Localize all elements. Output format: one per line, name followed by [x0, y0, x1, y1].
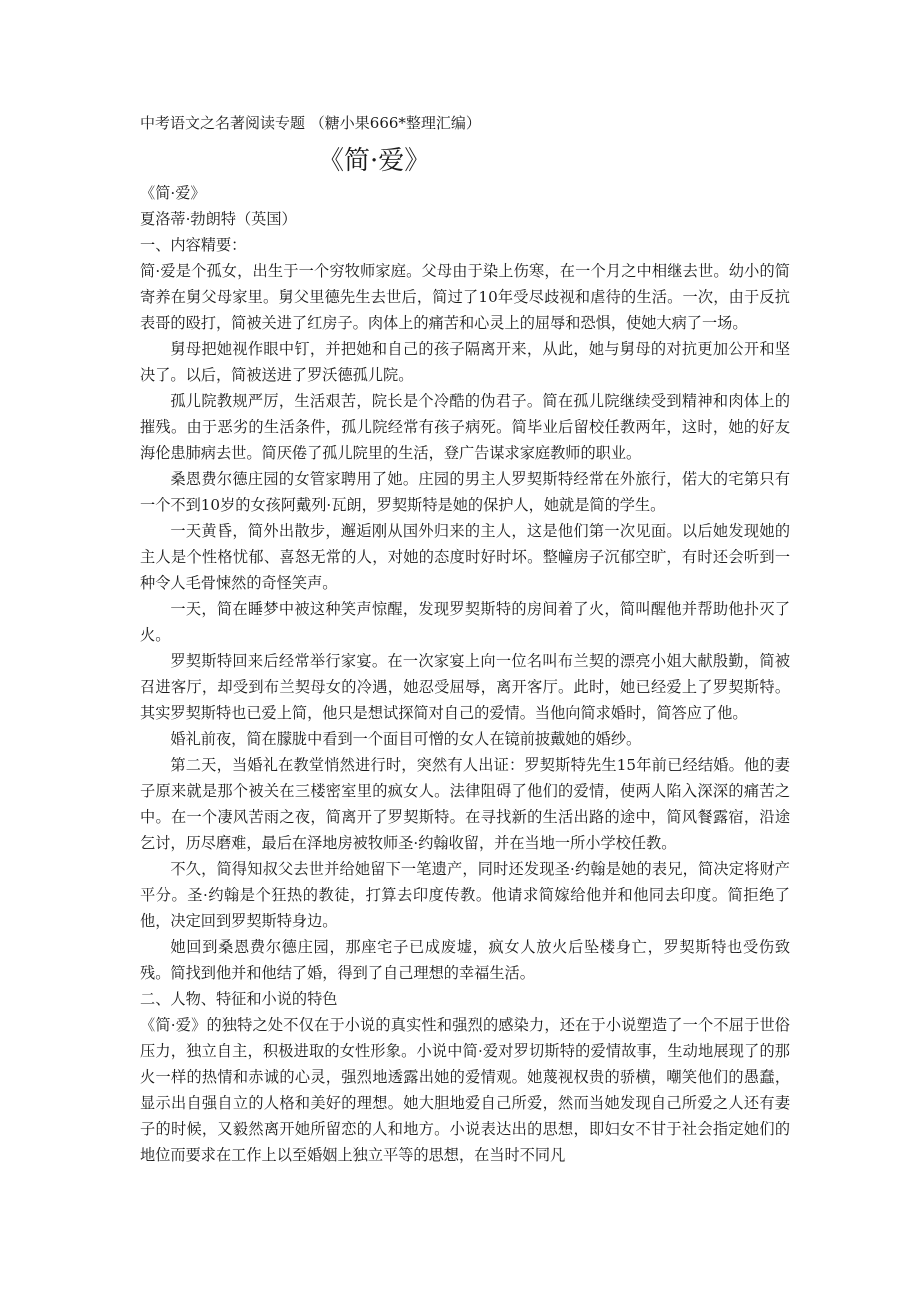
document-body: [140, 180, 790, 1168]
characters-paragraph: 《简·爱》的独特之处不仅在于小说的真实性和强烈的感染力，还在于小说塑造了一个不屈于世俗压力，独立自主，积极进取的女性形象。小说中简·爱对罗切斯特的爱情故事，生动地展现了的那火一样的热情和赤诚的心灵，强烈地透露出她的爱情观。她蔑视权贵的骄横，嘲笑他们的愚蠢，显示出自强自立的人格和美好的理想。她大胆地爱自己所爱，然而当她发现自己所爱之人还有妻子的时候，又毅然离开她所留恋的人和地方。小说表达出的思想，即妇女不甘于社会指定她们的地位而要求在工作上以至婚姻上独立平等的思想，在当时不同凡: [140, 1016, 790, 1164]
page-header: 中考语文之名著阅读专题 （糖小果666*整理汇编）: [140, 114, 481, 132]
summary-paragraph-7: 罗契斯特回来后经常举行家宴。在一次家宴上向一位名叫布兰契的漂亮小姐大献殷勤，简被召进客厅，却受到布兰契母女的冷遇，她忍受屈辱，离开客厅。此时，她已经爱上了罗契斯特。其实罗契斯特也已爱上简，他只是想试探简对自己的爱情。当他向简求婚时，简答应了他。: [140, 652, 790, 722]
summary-paragraph-8: 婚礼前夜，简在朦胧中看到一个面目可憎的女人在镜前披戴她的婚纱。: [170, 730, 642, 748]
summary-paragraph-11: 她回到桑恩费尔德庄园，那座宅子已成废墟，疯女人放火后坠楼身亡，罗契斯特也受伤致残。简找到他并和他结了婚，得到了自己理想的幸福生活。: [140, 938, 790, 982]
summary-paragraph-5: 一天黄昏，简外出散步，邂逅刚从国外归来的主人，这是他们第一次见面。以后她发现她的主人是个性格忧郁、喜怒无常的人，对她的态度时好时坏。整幢房子沉郁空旷，有时还会听到一种令人毛骨悚然的奇怪笑声。: [140, 522, 790, 592]
section-heading-characters: 二、人物、特征和小说的特色: [140, 990, 338, 1008]
summary-paragraph-3: 孤儿院教规严厉，生活艰苦，院长是个冷酷的伪君子。简在孤儿院继续受到精神和肉体上的摧残。由于恶劣的生活条件，孤儿院经常有孩子病死。简毕业后留校任教两年，这时，她的好友海伦患肺病去世。简厌倦了孤儿院里的生活，登广告谋求家庭教师的职业。: [140, 392, 790, 462]
summary-paragraph-1: 简·爱是个孤女，出生于一个穷牧师家庭。父母由于染上伤寒，在一个月之中相继去世。幼小的简寄养在舅父母家里。舅父里德先生去世后，简过了10年受尽歧视和虐待的生活。一次，由于反抗表哥的殴打，简被关进了红房子。肉体上的痛苦和心灵上的屈辱和恐惧，使她大病了一场。: [140, 262, 790, 332]
summary-paragraph-6: 一天，简在睡梦中被这种笑声惊醒，发现罗契斯特的房间着了火，简叫醒他并帮助他扑灭了火。: [140, 600, 790, 644]
section-heading-summary: 一、内容精要：: [140, 236, 247, 254]
book-name: 《简·爱》: [140, 184, 206, 202]
summary-paragraph-4: 桑恩费尔德庄园的女管家聘用了她。庄园的男主人罗契斯特经常在外旅行，偌大的宅第只有一个不到10岁的女孩阿戴列·瓦朗，罗契斯特是她的保护人，她就是简的学生。: [140, 470, 790, 514]
summary-paragraph-10: 不久，简得知叔父去世并给她留下一笔遗产，同时还发现圣·约翰是她的表兄，简决定将财产平分。圣·约翰是个狂热的教徒，打算去印度传教。他请求简嫁给他并和他同去印度。简拒绝了他，决定回到罗契斯特身边。: [140, 860, 790, 930]
summary-paragraph-9: 第二天，当婚礼在教堂悄然进行时，突然有人出证：罗契斯特先生15年前已经结婚。他的妻子原来就是那个被关在三楼密室里的疯女人。法律阻碍了他们的爱情，使两人陷入深深的痛苦之中。在一个凄风苦雨之夜，简离开了罗契斯特。在寻找新的生活出路的途中，简风餐露宿，沿途乞讨，历尽磨难，最后在泽地房被牧师圣·约翰收留，并在当地一所小学校任教。: [140, 756, 790, 852]
summary-paragraph-2: 舅母把她视作眼中钉，并把她和自己的孩子隔离开来，从此，她与舅母的对抗更加公开和坚决了。以后，简被送进了罗沃德孤儿院。: [140, 340, 790, 384]
author-line: 夏洛蒂·勃朗特（英国）: [140, 210, 297, 228]
document-title: 《简·爱》: [318, 146, 431, 176]
